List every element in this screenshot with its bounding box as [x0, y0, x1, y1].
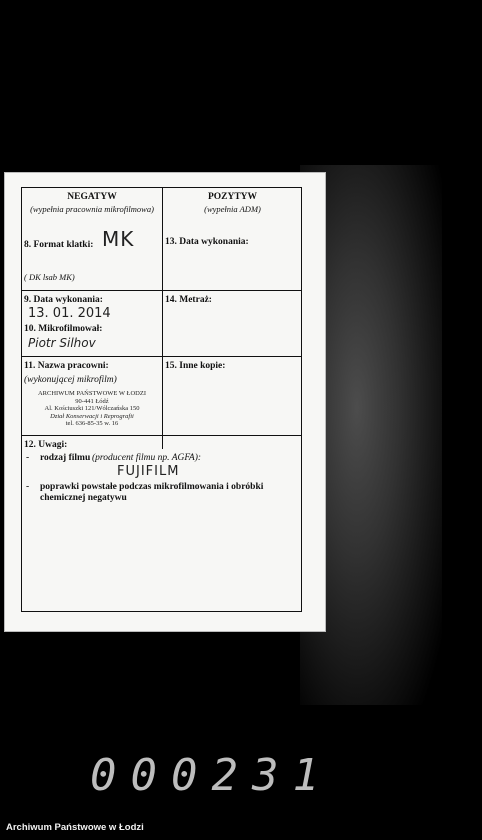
- remark-2-dash: -: [26, 482, 30, 492]
- field-9-label: 9. Data wykonania:: [24, 295, 103, 305]
- remark-1-note: (producent filmu np. AGFA):: [92, 453, 202, 463]
- field-8-note: ( DK lsab MK): [24, 272, 75, 282]
- pozytyw-subtitle: (wypełnia ADM): [204, 204, 261, 214]
- field-8-label: 8. Format klatki:: [24, 240, 94, 250]
- remark-1-text: rodzaj filmu: [40, 453, 91, 463]
- field-12-label: 12. Uwagi:: [24, 440, 68, 450]
- stamp-line-2: 90-441 Łódź: [75, 397, 109, 405]
- negatyw-title: NEGATYW: [67, 192, 117, 202]
- field-10-value: Piotr Silhov: [28, 336, 96, 350]
- field-11-label: 11. Nazwa pracowni:: [24, 361, 109, 371]
- field-14-label: 14. Metraż:: [165, 295, 212, 305]
- field-10-label: 10. Mikrofilmował:: [24, 324, 103, 334]
- remark-1-value: FUJIFILM: [117, 464, 180, 479]
- field-9-value: 13. 01. 2014: [28, 306, 111, 321]
- archive-stamp: [22, 390, 162, 428]
- pozytyw-title: POZYTYW: [207, 192, 258, 202]
- frame-counter: 000231: [90, 750, 333, 801]
- stamp-line-5: tel. 636-85-35 w. 16: [65, 420, 119, 427]
- field-8-value: MK: [102, 227, 135, 251]
- row-divider-3: [22, 435, 301, 436]
- remark-2-line-1: poprawki powstałe podczas mikrofilmowania i obróbki: [40, 482, 264, 492]
- field-15-label: 15. Inne kopie:: [165, 361, 226, 371]
- remark-2-line-2: chemicznej negatywu: [40, 493, 127, 503]
- row-divider-2: [22, 356, 301, 357]
- microfilm-form-card: [4, 172, 326, 632]
- row-divider-1: [22, 290, 301, 291]
- field-11-subtitle: (wykonującej mikrofilm): [24, 375, 117, 385]
- field-13-label: 13. Data wykonania:: [165, 237, 249, 247]
- form-table: [21, 187, 302, 612]
- stamp-line-3: Al. Kościuszki 121/Wólczańska 150: [44, 405, 140, 412]
- archive-label: Archiwum Państwowe w Łodzi: [6, 822, 144, 833]
- negatyw-subtitle: (wypełnia pracownia mikrofilmowa): [30, 204, 154, 214]
- remark-1-dash: -: [26, 453, 30, 463]
- stamp-line-1: ARCHIWUM PAŃSTWOWE W ŁODZI: [37, 390, 147, 397]
- stamp-line-4: Dział Konserwacji i Reprografii: [50, 412, 134, 420]
- column-divider: [162, 188, 163, 449]
